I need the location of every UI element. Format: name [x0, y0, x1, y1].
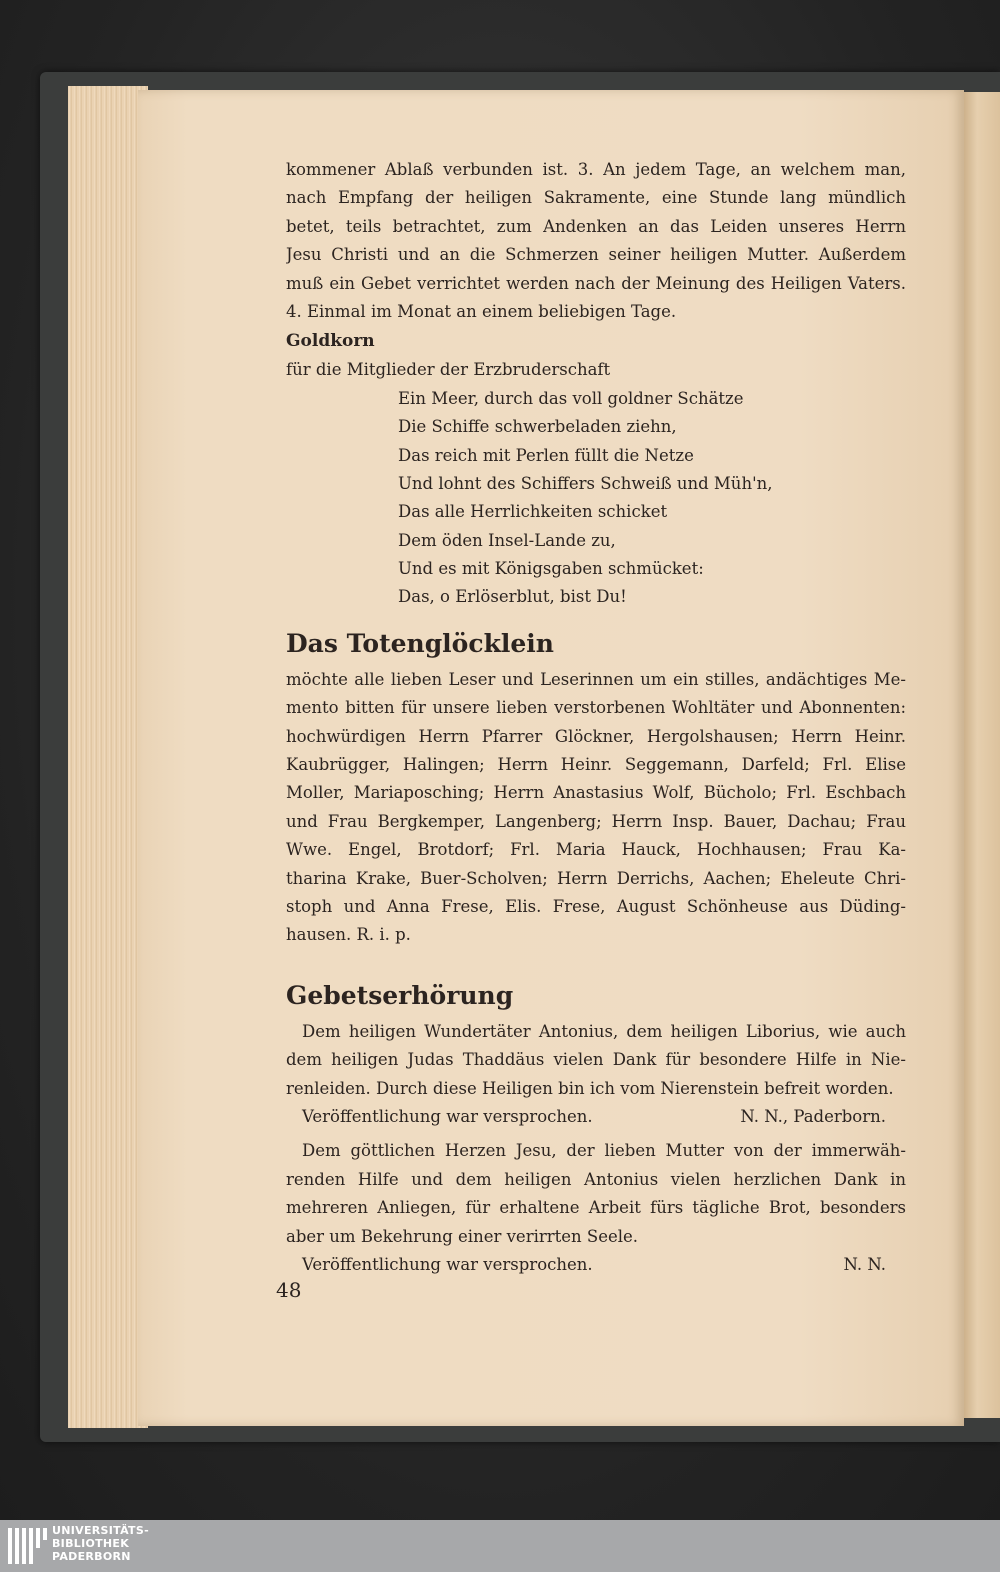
- totenglocklein-heading: Das Totenglöcklein: [286, 628, 554, 658]
- text-line: mehreren Anliegen, für erhaltene Arbeit fürs tägliche Brot, besonders: [286, 1198, 906, 1218]
- text-line: tharina Krake, Buer-Scholven; Herrn Derrichs, Aachen; Eheleute Chri-: [286, 868, 906, 888]
- text-line: aber um Bekehrung einer verirrten Seele.: [286, 1226, 639, 1246]
- goldkorn-section: [286, 326, 906, 612]
- poem-line: Das reich mit Perlen füllt die Netze: [398, 445, 694, 465]
- text-line: Wwe. Engel, Brotdorf; Frl. Maria Hauck, Hochhausen; Frau Ka-: [286, 840, 906, 860]
- text-line: und Frau Bergkemper, Langenberg; Herrn Insp. Bauer, Dachau; Frau: [286, 811, 906, 831]
- promise-line: [286, 1251, 906, 1279]
- text-line: renden Hilfe und dem heiligen Antonius vielen herzlichen Dank in: [286, 1169, 906, 1189]
- page-text: [286, 156, 906, 1279]
- poem-line: Und es mit Königsgaben schmücket:: [398, 559, 704, 579]
- text-line: Dem heiligen Wundertäter Antonius, dem heiligen Liborius, wie auch: [302, 1021, 906, 1041]
- poem-line: Das alle Herrlichkeiten schicket: [398, 502, 668, 522]
- logo-line: BIBLIOTHEK: [52, 1537, 130, 1550]
- poem-line: Die Schiffe schwerbeladen ziehn,: [398, 417, 677, 437]
- totenglocklein-section: [286, 622, 906, 950]
- text-line: Jesu Christi und an die Schmerzen seiner heiligen Mutter. Außerdem: [286, 245, 906, 265]
- text-line: stoph und Anna Frese, Elis. Frese, August Schönheuse aus Düding-: [286, 896, 906, 916]
- text-line: Moller, Mariaposching; Herrn Anastasius Wolf, Bücholo; Frl. Eschbach: [286, 783, 906, 803]
- text-line: renleiden. Durch diese Heiligen bin ich vom Nierenstein befreit worden.: [286, 1078, 894, 1098]
- promise-line: [286, 1103, 906, 1131]
- text-line: hausen. R. i. p.: [286, 925, 411, 945]
- promise-text: Veröffentlichung war versprochen.: [302, 1254, 593, 1274]
- poem-line: Dem öden Insel-Lande zu,: [398, 530, 616, 550]
- library-footer: [0, 1520, 1000, 1572]
- text-line: Dem göttlichen Herzen Jesu, der lieben Mutter von der immerwäh-: [302, 1141, 906, 1161]
- page-number: 48: [276, 1278, 302, 1302]
- text-line: betet, teils betrachtet, zum Andenken an das Leiden unseres Herrn: [286, 216, 906, 236]
- gebetserhorung-heading: Gebetserhörung: [286, 980, 514, 1010]
- text-line: mento bitten für unsere lieben verstorbenen Wohltäter und Abonnenten:: [286, 698, 906, 718]
- poem-line: Ein Meer, durch das voll goldner Schätze: [398, 388, 744, 408]
- text-line: Kaubrügger, Halingen; Herrn Heinr. Seggemann, Darfeld; Frl. Elise: [286, 755, 906, 775]
- gebetserhorung-section: [286, 974, 906, 1280]
- intro-paragraph: [286, 156, 906, 326]
- text-line: 4. Einmal im Monat an einem beliebigen Tage.: [286, 301, 677, 321]
- text-line: dem heiligen Judas Thaddäus vielen Dank für besondere Hilfe in Nie-: [286, 1050, 906, 1070]
- text-line: nach Empfang der heiligen Sakramente, eine Stunde lang mündlich: [286, 188, 906, 208]
- page-edges-left: [68, 86, 148, 1428]
- library-logo-icon: [6, 1524, 50, 1568]
- poem-line: Das, o Erlöserblut, bist Du!: [398, 587, 627, 607]
- logo-line: PADERBORN: [52, 1550, 131, 1563]
- text-line: kommener Ablaß verbunden ist. 3. An jedem Tage, an welchem man,: [286, 160, 906, 179]
- signature: N. N., Paderborn.: [740, 1106, 886, 1126]
- goldkorn-subtitle: für die Mitglieder der Erzbruderschaft: [286, 360, 611, 380]
- promise-text: Veröffentlichung war versprochen.: [302, 1106, 593, 1126]
- text-line: muß ein Gebet verrichtet werden nach der Meinung des Heiligen Vaters.: [286, 273, 906, 293]
- goldkorn-title: Goldkorn: [286, 331, 375, 352]
- logo-line: UNIVERSITÄTS-: [52, 1524, 149, 1537]
- library-logo-text: [52, 1524, 149, 1563]
- signature: N. N.: [843, 1254, 886, 1274]
- text-line: möchte alle lieben Leser und Leserinnen um ein stilles, andächtiges Me-: [286, 669, 906, 689]
- poem-line: Und lohnt des Schiffers Schweiß und Müh'n,: [398, 473, 773, 493]
- text-line: hochwürdigen Herrn Pfarrer Glöckner, Hergolshausen; Herrn Heinr.: [286, 726, 906, 746]
- page-edges-right: [962, 92, 1000, 1418]
